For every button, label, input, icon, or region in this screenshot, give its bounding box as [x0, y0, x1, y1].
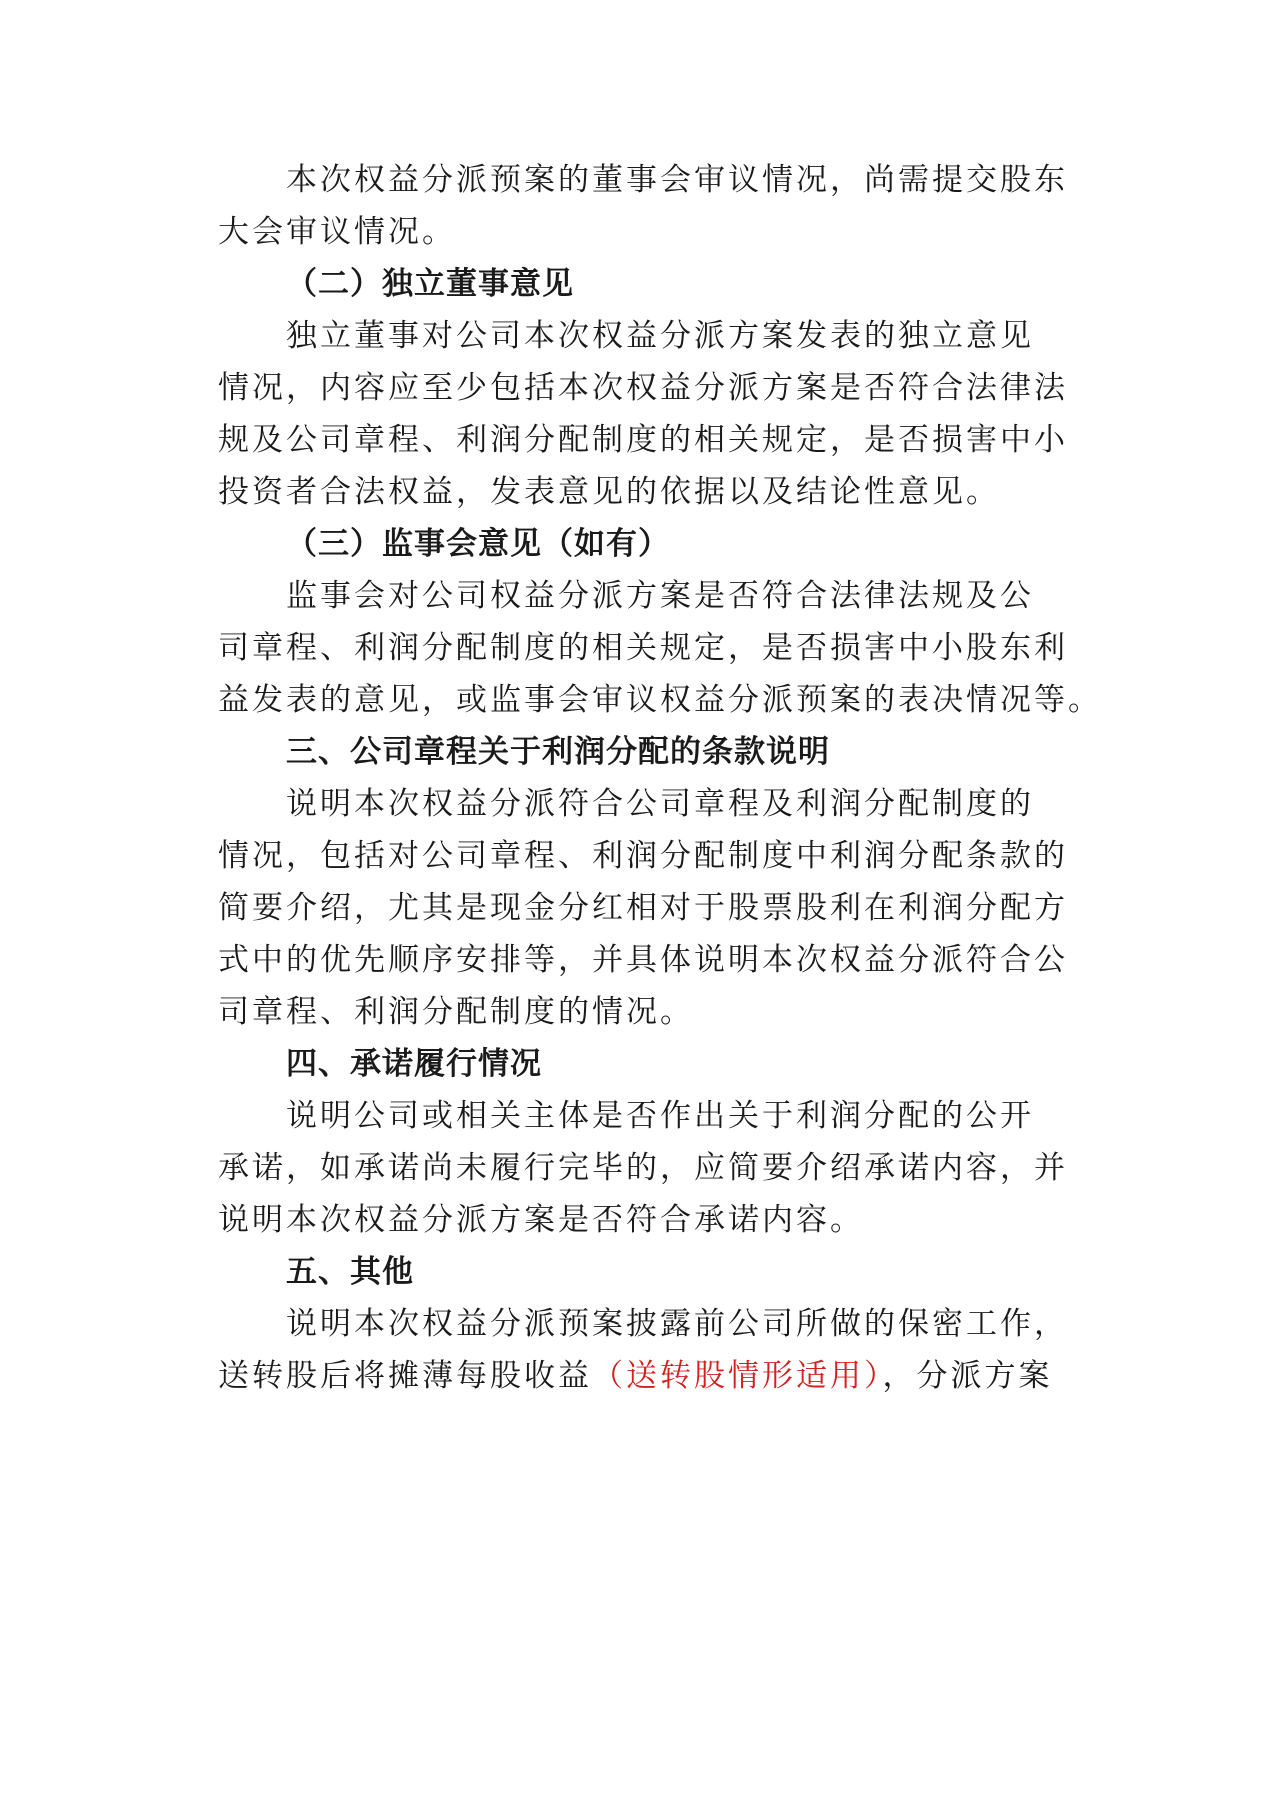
- paragraph-line: 监事会对公司权益分派方案是否符合法律法规及公: [286, 578, 1034, 614]
- paragraph-line: 司章程、利润分配制度的相关规定，是否损害中小股东利: [218, 630, 1068, 666]
- paragraph-line: 说明公司或相关主体是否作出关于利润分配的公开: [286, 1098, 1034, 1134]
- paragraph-line: 规及公司章程、利润分配制度的相关规定，是否损害中小: [218, 422, 1068, 458]
- paragraph-line: 说明本次权益分派符合公司章程及利润分配制度的: [286, 786, 1034, 822]
- paragraph-line: 益发表的意见，或监事会审议权益分派预案的表决情况等。: [218, 682, 1102, 718]
- last-line-text-end: ，分派方案: [882, 1358, 1053, 1394]
- section-heading-other: 五、其他: [286, 1254, 414, 1290]
- paragraph-line: 承诺，如承诺尚未履行完毕的，应简要介绍承诺内容，并: [218, 1150, 1068, 1186]
- paragraph-line: 司章程、利润分配制度的情况。: [218, 994, 694, 1030]
- section-heading-commitments: 四、承诺履行情况: [286, 1046, 542, 1082]
- paragraph-line: 独立董事对公司本次权益分派方案发表的独立意见: [286, 318, 1034, 354]
- section-heading-articles-profit-distribution: 三、公司章程关于利润分配的条款说明: [286, 734, 830, 770]
- highlight-note: （送转股情形适用）: [592, 1358, 883, 1394]
- section-heading-supervisory-board: （三）监事会意见（如有）: [286, 526, 670, 562]
- paragraph-line: 大会审议情况。: [218, 214, 456, 250]
- paragraph-line: 式中的优先顺序安排等，并具体说明本次权益分派符合公: [218, 942, 1068, 978]
- paragraph-line: 简要介绍，尤其是现金分红相对于股票股利在利润分配方: [218, 890, 1068, 926]
- paragraph-line: 说明本次权益分派预案披露前公司所做的保密工作，: [286, 1306, 1068, 1342]
- paragraph-line: 说明本次权益分派方案是否符合承诺内容。: [218, 1202, 864, 1238]
- paragraph-line-last: [218, 1356, 1053, 1396]
- paragraph-line: 情况，包括对公司章程、利润分配制度中利润分配条款的: [218, 838, 1068, 874]
- last-line-text: 送转股后将摊薄每股收益: [218, 1358, 592, 1394]
- section-heading-independent-directors: （二）独立董事意见: [286, 266, 574, 302]
- paragraph-line: 投资者合法权益，发表意见的依据以及结论性意见。: [218, 474, 1000, 510]
- paragraph-line: 情况，内容应至少包括本次权益分派方案是否符合法律法: [218, 370, 1068, 406]
- paragraph-line: 本次权益分派预案的董事会审议情况，尚需提交股东: [286, 162, 1068, 198]
